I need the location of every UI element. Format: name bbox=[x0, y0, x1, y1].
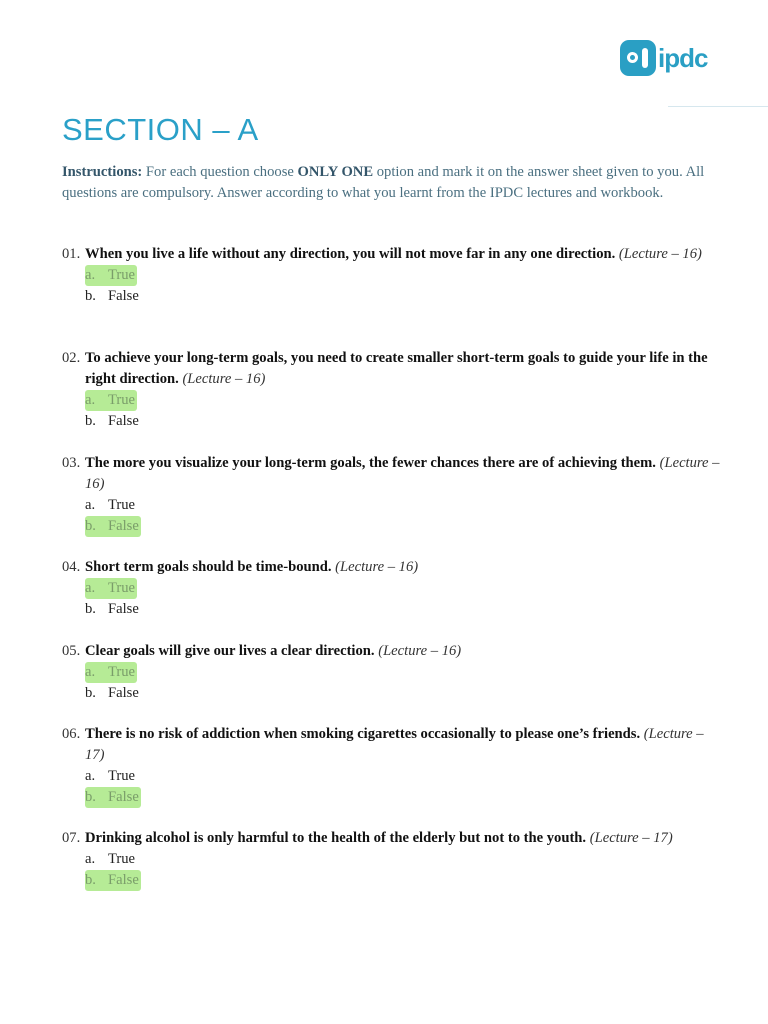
question-text: Clear goals will give our lives a clear direction. bbox=[85, 643, 375, 659]
question-06 bbox=[62, 724, 722, 808]
question-text: When you live a life without any direction, you will not move far in any one direction. bbox=[85, 246, 616, 262]
option-label: True bbox=[108, 392, 136, 408]
question-07 bbox=[62, 828, 722, 891]
option-label: True bbox=[108, 768, 136, 784]
option-highlight: b. False bbox=[85, 787, 141, 808]
section-title: SECTION – A bbox=[62, 112, 259, 147]
option-label: False bbox=[108, 872, 139, 888]
option-b[interactable]: b. False bbox=[85, 601, 139, 617]
question-number: 06. bbox=[62, 726, 81, 742]
option-label: False bbox=[108, 413, 139, 429]
option-b[interactable] bbox=[85, 870, 722, 891]
question-02 bbox=[62, 348, 722, 432]
question-number: 01. bbox=[62, 246, 81, 262]
option-b[interactable]: b. False bbox=[85, 685, 139, 701]
logo-text: ipdc bbox=[658, 42, 708, 73]
option-label: False bbox=[108, 288, 139, 304]
lecture-ref: (Lecture – 17) bbox=[85, 726, 704, 763]
option-a[interactable] bbox=[85, 390, 722, 411]
option-a[interactable]: a. True bbox=[85, 497, 136, 513]
question-03 bbox=[62, 453, 722, 537]
option-b[interactable] bbox=[85, 516, 722, 537]
question-text: The more you visualize your long-term goals, the fewer chances there are of achieving them. bbox=[85, 455, 656, 471]
question-04 bbox=[62, 557, 722, 620]
option-highlight: b. False bbox=[85, 516, 141, 537]
option-label: True bbox=[108, 664, 136, 680]
question-text: Drinking alcohol is only harmful to the health of the elderly but not to the youth. bbox=[85, 830, 587, 846]
instructions-label: Instructions: bbox=[62, 164, 143, 180]
question-01 bbox=[62, 244, 722, 307]
instructions-part1: For each question choose bbox=[142, 164, 298, 180]
lecture-ref: (Lecture – 16) bbox=[618, 246, 702, 262]
option-a[interactable] bbox=[85, 578, 722, 599]
option-b[interactable]: b. False bbox=[85, 288, 139, 304]
option-highlight: a. True bbox=[85, 662, 137, 683]
option-label: True bbox=[108, 580, 136, 596]
lecture-ref: (Lecture – 17) bbox=[589, 830, 673, 846]
question-number: 02. bbox=[62, 350, 81, 366]
instructions bbox=[62, 162, 722, 204]
lecture-ref: (Lecture – 16) bbox=[182, 371, 266, 387]
ipdc-logo bbox=[620, 36, 707, 80]
option-label: True bbox=[108, 851, 136, 867]
question-text: To achieve your long-term goals, you need to create smaller short-term goals to guide your life in the right direction. bbox=[85, 350, 708, 387]
option-highlight: a. True bbox=[85, 578, 137, 599]
question-number: 04. bbox=[62, 559, 81, 575]
lecture-ref: (Lecture – 16) bbox=[85, 455, 720, 492]
question-text: There is no risk of addiction when smoking cigarettes occasionally to please one’s friends. bbox=[85, 726, 641, 742]
option-a[interactable] bbox=[85, 662, 722, 683]
option-b[interactable] bbox=[85, 787, 722, 808]
option-a[interactable]: a. True bbox=[85, 851, 136, 867]
lecture-ref: (Lecture – 16) bbox=[378, 643, 462, 659]
option-label: True bbox=[108, 497, 136, 513]
option-b[interactable]: b. False bbox=[85, 413, 139, 429]
option-highlight: a. True bbox=[85, 265, 137, 286]
question-05 bbox=[62, 641, 722, 704]
question-text: Short term goals should be time-bound. bbox=[85, 559, 332, 575]
option-label: False bbox=[108, 601, 139, 617]
question-number: 07. bbox=[62, 830, 81, 846]
instructions-emphasis: ONLY ONE bbox=[297, 164, 374, 180]
option-label: True bbox=[108, 267, 136, 283]
lecture-ref: (Lecture – 16) bbox=[335, 559, 419, 575]
question-number: 05. bbox=[62, 643, 81, 659]
option-highlight: b. False bbox=[85, 870, 141, 891]
ipdc-logo-icon bbox=[620, 40, 656, 76]
option-label: False bbox=[108, 789, 139, 805]
instructions-part2: option and mark it on the answer sheet given to you. All questions are compulsory. Answer according to what you learnt from the IPDC lectures and workbook. bbox=[62, 164, 705, 201]
option-label: False bbox=[108, 518, 139, 534]
option-a[interactable] bbox=[85, 265, 722, 286]
option-label: False bbox=[108, 685, 139, 701]
option-a[interactable]: a. True bbox=[85, 768, 136, 784]
option-highlight: a. True bbox=[85, 390, 137, 411]
question-number: 03. bbox=[62, 455, 81, 471]
header-divider bbox=[668, 106, 768, 107]
